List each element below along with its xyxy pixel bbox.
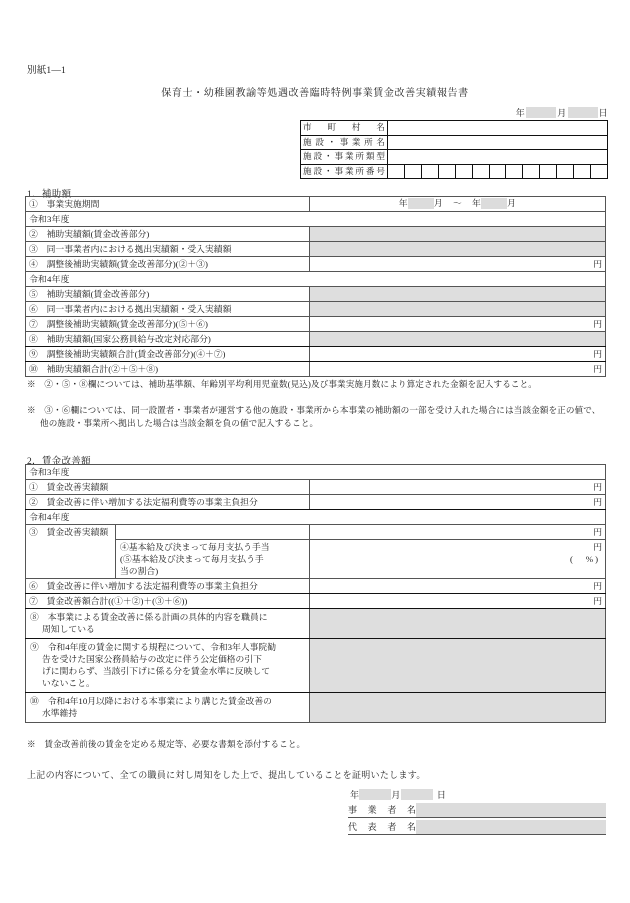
table-row-s2-item2: [26, 495, 606, 510]
facility-number-cell[interactable]: [506, 165, 523, 179]
facility-number-label: 施設・事業所番号: [301, 164, 388, 179]
representative-name-label: 代 表 者 名: [348, 822, 416, 832]
s1-item9-value[interactable]: 円: [310, 347, 606, 362]
facility-header-table: [300, 120, 608, 179]
business-operator-name-label: 事 業 者 名: [348, 805, 416, 815]
table-row-s1-item5: [26, 287, 606, 302]
table-row-s1-item8: [26, 332, 606, 347]
table-row-s2-year-header-r3: [26, 465, 606, 480]
s2-item45-unit-yen: 円: [593, 542, 603, 552]
s2-item45-line2: (⑤基本給及び決まって毎月支払う手: [120, 554, 264, 564]
s2-item2-value[interactable]: 円: [310, 495, 606, 510]
facility-number-cell[interactable]: [540, 165, 557, 179]
facility-number-cell[interactable]: [574, 165, 591, 179]
s1-item6-label: ⑥ 同一事業者内における拠出実績額・受入実績額: [26, 302, 310, 317]
facility-name-field[interactable]: [388, 135, 608, 150]
top-date-month-field[interactable]: [568, 107, 598, 118]
s1-item8-label: ⑧ 補助実績額(国家公務員給与改定対応部分): [26, 332, 310, 347]
sig-date-month-label: 月: [391, 789, 401, 800]
s2-item10-label: ⑩ 令和4年10月以降における本事業により講じた賃金改善の 水準維持: [26, 693, 310, 723]
facility-number-cell[interactable]: [422, 165, 439, 179]
s1-item5-label: ⑤ 補助実績額(賃金改善部分): [26, 287, 310, 302]
table-row-s2-item7: [26, 594, 606, 609]
business-operator-name-row: [348, 801, 606, 818]
s1-item2-label: ② 補助実績額(賃金改善部分): [26, 227, 310, 242]
top-date-day-label: 日: [598, 108, 608, 118]
facility-number-cell[interactable]: [591, 165, 607, 179]
facility-type-label: 施設・事業所類型: [301, 150, 388, 165]
section1-note-2: ※ ③・⑥欄については、同一設置者・事業者が運営する他の施設・事業所から本事業の補助額の一部を受け入れた場合には当該金額を正の値で、他の施設・事業所へ拠出した場合は当該金額を負の値で記入すること。: [27, 405, 601, 428]
top-date-year-field[interactable]: [526, 107, 556, 118]
section2-table: [25, 464, 606, 723]
section1-note-1: ※ ②・⑤・⑧欄については、補助基準額、年齢別平均利用児童数(見込)及び事業実施月数により算定された金額を記入すること。: [27, 379, 537, 389]
facility-number-cell[interactable]: [439, 165, 456, 179]
year-header-reiwa3: 令和3年度: [26, 212, 606, 227]
section1-heading: 1．補助額: [27, 190, 72, 200]
period-label: ① 事業実施期間: [26, 197, 310, 212]
period-from-year-field[interactable]: [408, 198, 434, 209]
facility-number-grid[interactable]: [388, 164, 608, 179]
section2-note: ※ 賃金改善前後の賃金を定める規定等、必要な書類を添付すること。: [27, 739, 306, 749]
s1-item4-label: ④ 調整後補助実績額(賃金改善部分)(②＋③): [26, 257, 310, 272]
top-date-month-label: 月: [557, 108, 567, 118]
sig-date-month-field[interactable]: [401, 789, 433, 800]
table-row-s2-item8: [26, 609, 606, 639]
table-row-s1-item3: [26, 242, 606, 257]
period-to-year-field[interactable]: [481, 198, 507, 209]
s1-item5-value[interactable]: [310, 287, 606, 302]
period-tilde: ～: [452, 198, 463, 208]
s1-item10-value[interactable]: 円: [310, 362, 606, 377]
table-row-facility-name: [301, 135, 608, 150]
s2-item9-value[interactable]: [310, 639, 606, 693]
s2-item9-label: ⑨ 令和4年度の賃金に関する規程について、令和3年人事院勧 告を受けた国家公務員給与の改定に伴う公定価格の引下 げに関わらず、当該引下げに係る分を賃金水準に反映して いないこと。: [26, 639, 310, 693]
s2-item6-value[interactable]: 円: [310, 579, 606, 594]
facility-number-cell[interactable]: [456, 165, 473, 179]
table-row-s2-item1: [26, 480, 606, 495]
s1-item7-value[interactable]: 円: [310, 317, 606, 332]
table-row-s1-item9: [26, 347, 606, 362]
business-operator-name-field[interactable]: [416, 803, 606, 817]
s2-year-header-reiwa4: 令和4年度: [26, 510, 606, 525]
year-header-reiwa4: 令和4年度: [26, 272, 606, 287]
facility-number-cell[interactable]: [490, 165, 507, 179]
period-from-year-label: 年: [398, 198, 408, 208]
table-row-s1-item2: [26, 227, 606, 242]
facility-number-cell[interactable]: [388, 165, 405, 179]
s2-item3-label: ③ 賃金改善実績額: [26, 525, 116, 579]
s2-item7-value[interactable]: 円: [310, 594, 606, 609]
sig-date-year-field[interactable]: [359, 789, 391, 800]
s2-item6-label: ⑥ 賃金改善に伴い増加する法定福利費等の事業主負担分: [26, 579, 310, 594]
table-row-s2-item10: [26, 693, 606, 723]
form-id-label: 別紙1—1: [27, 66, 67, 76]
period-to-year-label: 年: [472, 198, 482, 208]
table-row-s1-item6: [26, 302, 606, 317]
s1-item7-label: ⑦ 調整後補助実績額(賃金改善部分)(⑤＋⑥): [26, 317, 310, 332]
top-date-year-label: 年: [515, 108, 526, 118]
table-row-municipality: [301, 121, 608, 136]
table-row-year-header-r3: [26, 212, 606, 227]
s2-item45-line1: ④基本給及び決まって毎月支払う手当: [120, 542, 270, 552]
table-row-s2-year-header-r4: [26, 510, 606, 525]
certification-statement: 上記の内容について、全ての職員に対し周知をした上で、提出していることを証明いたします。: [27, 770, 426, 780]
s2-item45-unit-percent: ( %): [570, 554, 601, 564]
signature-block: [348, 787, 606, 835]
page-title: 保育士・幼稚園教諭等処遇改善臨時特例事業賃金改善実績報告書: [161, 88, 469, 99]
s2-item3-spacer: [116, 525, 310, 540]
s2-item45-value[interactable]: [310, 540, 606, 579]
s2-item1-label: ① 賃金改善実績額: [26, 480, 310, 495]
s1-item4-value[interactable]: 円: [310, 257, 606, 272]
s1-item9-label: ⑨ 調整後補助実績額合計(賃金改善部分)(④＋⑦): [26, 347, 310, 362]
municipality-name-label: 市 町 村 名: [301, 121, 388, 136]
sig-date-day-label: 日: [436, 789, 447, 800]
facility-number-cell[interactable]: [473, 165, 490, 179]
facility-name-label: 施設・事業所名: [301, 135, 388, 150]
period-from-month-label: 月: [433, 198, 443, 208]
s2-item7-label: ⑦ 賃金改善額合計((①＋②)＋(③＋⑥)): [26, 594, 310, 609]
s1-item6-value[interactable]: [310, 302, 606, 317]
s2-item45-line3: 当の割合): [120, 566, 159, 576]
s2-item1-value[interactable]: 円: [310, 480, 606, 495]
representative-name-row: [348, 818, 606, 835]
s2-item8-value[interactable]: [310, 609, 606, 639]
period-to-month-label: 月: [507, 198, 517, 208]
table-row-period: [26, 197, 606, 212]
submission-date-line: [515, 106, 609, 119]
s1-item3-value[interactable]: [310, 242, 606, 257]
table-row-facility-number: [301, 164, 608, 179]
table-row-s2-item6: [26, 579, 606, 594]
s2-item3-value[interactable]: 円: [310, 525, 606, 540]
municipality-name-field[interactable]: [388, 121, 608, 136]
table-row-s2-item3: [26, 525, 606, 540]
table-row-s2-item9: [26, 639, 606, 693]
period-value-cell[interactable]: [310, 197, 606, 212]
s2-item8-label: ⑧ 本事業による賃金改善に係る計画の具体的内容を職員に 周知している: [26, 609, 310, 639]
facility-number-cell[interactable]: [405, 165, 422, 179]
representative-name-field[interactable]: [416, 820, 606, 834]
s1-item3-label: ③ 同一事業者内における拠出実績額・受入実績額: [26, 242, 310, 257]
sig-date-year-label: 年: [350, 789, 360, 800]
facility-type-field[interactable]: [388, 150, 608, 165]
s2-year-header-reiwa3: 令和3年度: [26, 465, 606, 480]
s2-item2-label: ② 賃金改善に伴い増加する法定福利費等の事業主負担分: [26, 495, 310, 510]
table-row-s1-item10: [26, 362, 606, 377]
s1-item8-value[interactable]: [310, 332, 606, 347]
signature-date-line: [348, 787, 606, 801]
section1-table: [25, 196, 606, 377]
facility-number-cell[interactable]: [523, 165, 540, 179]
s1-item2-value[interactable]: [310, 227, 606, 242]
table-row-facility-type: [301, 150, 608, 165]
table-row-s1-item7: [26, 317, 606, 332]
section2-heading: 2．賃金改善額: [27, 457, 91, 467]
facility-number-cell[interactable]: [557, 165, 574, 179]
s1-item10-label: ⑩ 補助実績額合計(②＋⑤＋⑧): [26, 362, 310, 377]
s2-item10-value[interactable]: [310, 693, 606, 723]
s2-item45-label: [116, 540, 310, 579]
table-row-year-header-r4: [26, 272, 606, 287]
table-row-s1-item4: [26, 257, 606, 272]
